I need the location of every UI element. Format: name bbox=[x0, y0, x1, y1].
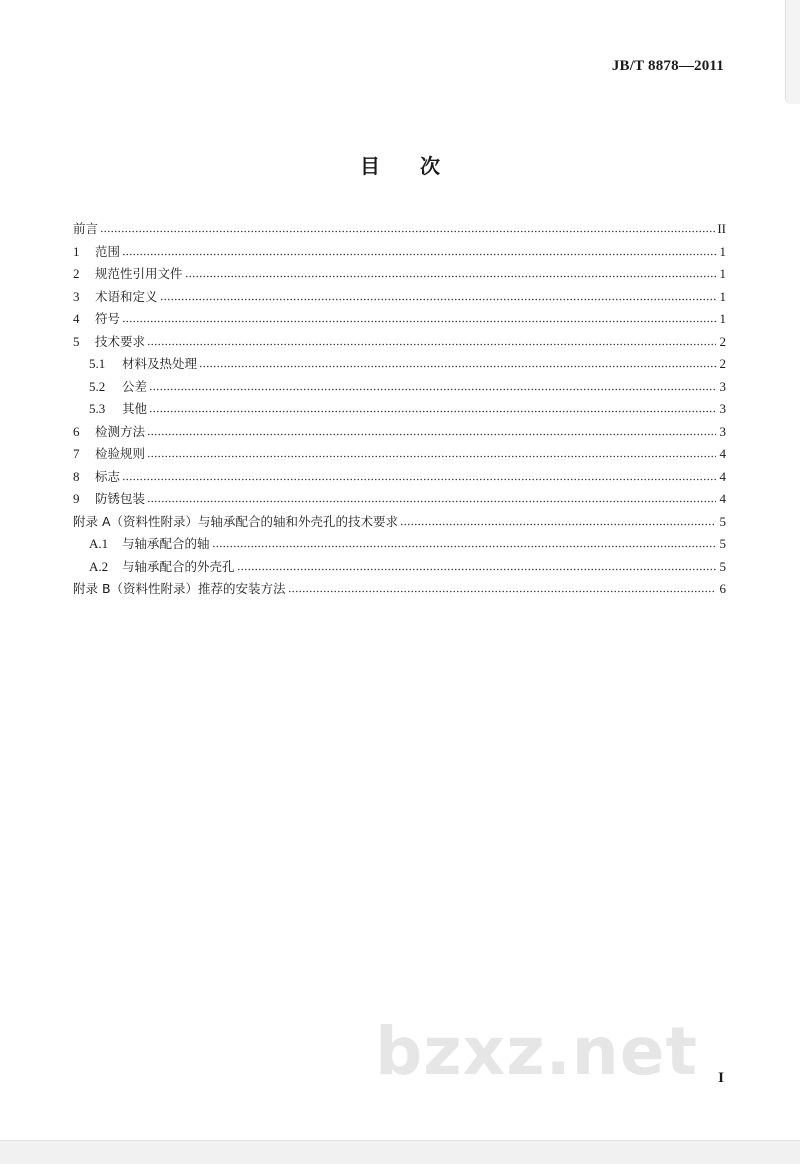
toc-entry-label: 检验规则 bbox=[95, 446, 146, 461]
toc-entry-number: 7 bbox=[73, 446, 80, 461]
toc-entry[interactable] bbox=[73, 421, 726, 444]
toc-entry[interactable] bbox=[73, 218, 726, 241]
page-title bbox=[0, 150, 800, 179]
toc-entry-label: 公差 bbox=[122, 378, 148, 394]
toc-entry[interactable] bbox=[73, 263, 726, 286]
toc-entry[interactable] bbox=[73, 488, 726, 511]
toc-entry-number: A.2 bbox=[89, 558, 109, 574]
bottom-bar bbox=[0, 1140, 800, 1164]
toc-entry-number: 5.1 bbox=[89, 356, 106, 371]
toc-dot-leader bbox=[147, 334, 716, 346]
toc-dot-leader bbox=[400, 514, 716, 526]
toc-entry[interactable] bbox=[73, 331, 726, 354]
toc-entry-label: 与轴承配合的外壳孔 bbox=[122, 558, 235, 574]
toc-entry-number: 3 bbox=[73, 288, 80, 304]
toc-entry-label: 规范性引用文件 bbox=[95, 266, 183, 281]
toc-entry-page: II bbox=[717, 221, 726, 236]
toc-entry[interactable] bbox=[73, 466, 726, 489]
toc-dot-leader bbox=[147, 424, 716, 436]
toc-dot-leader bbox=[160, 289, 716, 301]
toc-entry[interactable] bbox=[73, 533, 726, 556]
toc-entry-page: 3 bbox=[719, 401, 726, 416]
scroll-edge-tab[interactable] bbox=[785, 0, 800, 104]
toc-entry[interactable] bbox=[73, 353, 726, 376]
toc-entry[interactable] bbox=[73, 443, 726, 466]
toc-entry[interactable] bbox=[73, 376, 726, 399]
toc-entry-number: 9 bbox=[73, 491, 80, 506]
toc-dot-leader bbox=[199, 356, 716, 368]
toc-entry-page: 5 bbox=[719, 513, 726, 529]
toc-entry-label: 前言 bbox=[73, 221, 99, 236]
toc-entry[interactable] bbox=[73, 308, 726, 331]
toc-entry-label: 材料及热处理 bbox=[122, 356, 198, 371]
toc-entry-label: 附录 B（资料性附录）推荐的安装方法 bbox=[73, 581, 286, 596]
toc-dot-leader bbox=[237, 559, 716, 571]
toc-entry[interactable] bbox=[73, 398, 726, 421]
toc-entry-page: 1 bbox=[719, 288, 726, 304]
toc-entry-label: 防锈包装 bbox=[95, 491, 146, 506]
toc-entry[interactable] bbox=[73, 511, 726, 534]
toc-entry-label: 标志 bbox=[95, 468, 121, 484]
toc-dot-leader bbox=[147, 491, 716, 503]
page-number: I bbox=[718, 1070, 724, 1086]
toc-dot-leader bbox=[100, 221, 715, 233]
toc-entry-number: 5.3 bbox=[89, 401, 106, 416]
toc-entry-page: 3 bbox=[719, 423, 726, 439]
toc-entry-page: 3 bbox=[719, 378, 726, 394]
toc-entry-label: 其他 bbox=[122, 401, 148, 416]
toc-entry[interactable] bbox=[73, 556, 726, 579]
toc-entry-number: 6 bbox=[73, 423, 80, 439]
toc-entry-number: 4 bbox=[73, 311, 80, 326]
toc-entry-label: 附录 A（资料性附录）与轴承配合的轴和外壳孔的技术要求 bbox=[73, 513, 399, 529]
toc-entry-label: 与轴承配合的轴 bbox=[122, 536, 210, 551]
toc-entry-label: 范围 bbox=[95, 243, 121, 259]
toc-entry-page: 2 bbox=[719, 356, 726, 371]
toc-entry-number: 1 bbox=[73, 243, 80, 259]
toc-entry[interactable] bbox=[73, 241, 726, 264]
toc-entry-page: 1 bbox=[719, 266, 726, 281]
table-of-contents bbox=[73, 218, 726, 601]
toc-entry-label: 技术要求 bbox=[95, 333, 146, 349]
toc-entry[interactable] bbox=[73, 286, 726, 309]
toc-dot-leader bbox=[122, 469, 716, 481]
toc-entry-page: 1 bbox=[719, 311, 726, 326]
toc-entry-label: 检测方法 bbox=[95, 423, 146, 439]
title-char-1: 目 bbox=[360, 154, 380, 178]
toc-entry-number: A.1 bbox=[89, 536, 109, 551]
toc-entry-page: 4 bbox=[719, 468, 726, 484]
toc-dot-leader bbox=[147, 446, 716, 458]
toc-dot-leader bbox=[185, 266, 716, 278]
toc-entry-page: 5 bbox=[719, 536, 726, 551]
toc-dot-leader bbox=[149, 401, 716, 413]
title-char-2: 次 bbox=[420, 154, 440, 178]
toc-entry[interactable] bbox=[73, 578, 726, 601]
toc-entry-page: 4 bbox=[719, 446, 726, 461]
toc-entry-page: 6 bbox=[719, 581, 726, 596]
toc-entry-number: 2 bbox=[73, 266, 80, 281]
watermark: bzxz.net bbox=[375, 1013, 699, 1090]
toc-entry-page: 5 bbox=[719, 558, 726, 574]
toc-dot-leader bbox=[122, 244, 716, 256]
toc-entry-page: 1 bbox=[719, 243, 726, 259]
toc-entry-page: 2 bbox=[719, 333, 726, 349]
toc-dot-leader bbox=[122, 311, 716, 323]
toc-entry-page: 4 bbox=[719, 491, 726, 506]
toc-entry-number: 5.2 bbox=[89, 378, 106, 394]
toc-dot-leader bbox=[212, 536, 716, 548]
toc-entry-number: 5 bbox=[73, 333, 80, 349]
toc-entry-number: 8 bbox=[73, 468, 80, 484]
toc-entry-label: 符号 bbox=[95, 311, 121, 326]
toc-dot-leader bbox=[288, 581, 716, 593]
toc-entry-label: 术语和定义 bbox=[95, 288, 158, 304]
document-code: JB/T 8878—2011 bbox=[611, 58, 724, 74]
toc-dot-leader bbox=[149, 379, 716, 391]
